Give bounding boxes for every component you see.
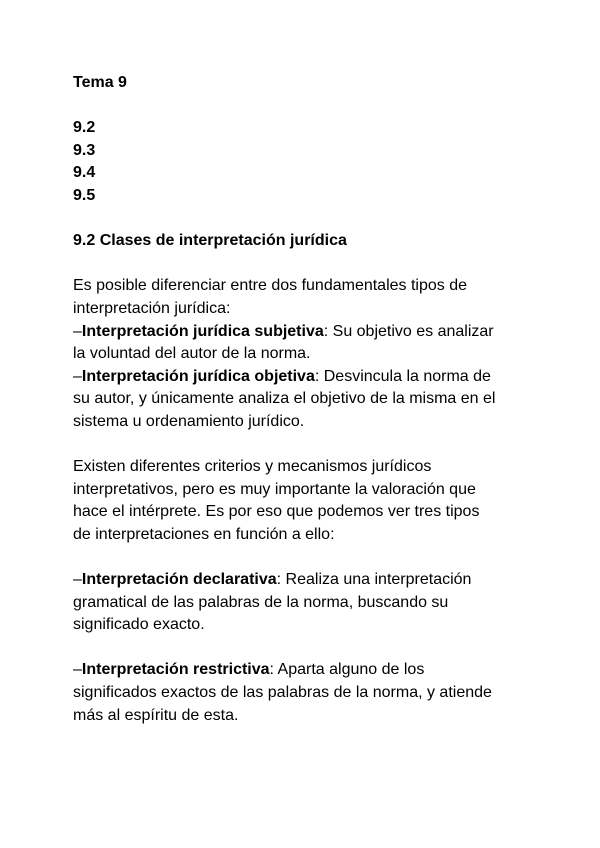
item-text: : Su objetivo es analizar (323, 322, 494, 340)
document-title: Tema 9 (73, 74, 127, 91)
item-text-line: gramatical de las palabras de la norma, buscando su (73, 593, 449, 611)
item-first-line (73, 321, 543, 344)
item-dash: – (73, 322, 82, 340)
spacer (73, 546, 543, 569)
item-first-line (73, 569, 543, 592)
toc-item: 9.5 (73, 186, 96, 204)
item-label: Interpretación declarativa (81, 571, 277, 589)
item-first-line (73, 659, 543, 682)
intro-line: interpretación jurídica: (73, 299, 231, 317)
item-first-line (73, 366, 543, 389)
item-text-line: significado exacto. (73, 616, 205, 634)
item-text: : Realiza una interpretación (276, 571, 472, 589)
item-restrictiva (73, 659, 543, 727)
spacer (73, 95, 543, 118)
item-dash: – (73, 661, 82, 679)
item-text-line: más al espíritu de esta. (73, 706, 239, 724)
item-declarativa (73, 569, 543, 637)
item-subjetiva (73, 321, 543, 366)
toc-item: 9.3 (73, 141, 96, 159)
item-text-line: sistema u ordenamiento jurídico. (73, 412, 305, 430)
item-label: Interpretación restrictiva (81, 661, 270, 679)
section-heading: 9.2 Clases de interpretación jurídica (73, 232, 347, 250)
criteria-line: hace el intérprete. Es por eso que podemos ver tres tipos (73, 503, 480, 521)
item-text: : Aparta alguno de los (269, 661, 425, 679)
intro-line: Es posible diferenciar entre dos fundamentales tipos de (73, 277, 468, 295)
criteria-paragraph (73, 456, 543, 546)
item-label: Interpretación jurídica objetiva (81, 367, 315, 385)
document-page (73, 72, 543, 727)
item-dash: – (73, 367, 82, 385)
toc-item: 9.4 (73, 164, 96, 182)
item-text-line: la voluntad del autor de la norma. (73, 345, 311, 363)
criteria-line: de interpretaciones en función a ello: (73, 525, 335, 543)
toc-list (73, 117, 543, 207)
item-label: Interpretación jurídica subjetiva (81, 322, 324, 340)
toc-item: 9.2 (73, 119, 96, 137)
intro-paragraph (73, 275, 543, 320)
criteria-line: Existen diferentes criterios y mecanismos jurídicos (73, 458, 432, 476)
spacer (73, 253, 543, 276)
item-text-line: su autor, y únicamente analiza el objetivo de la misma en el (73, 390, 496, 408)
spacer (73, 434, 543, 457)
item-dash: – (73, 571, 82, 589)
item-text: : Desvincula la norma de (314, 367, 491, 385)
item-objetiva (73, 366, 543, 434)
spacer (73, 637, 543, 660)
criteria-line: interpretativos, pero es muy importante la valoración que (73, 480, 476, 498)
item-text-line: significados exactos de las palabras de la norma, y atiende (73, 684, 492, 702)
spacer (73, 208, 543, 231)
